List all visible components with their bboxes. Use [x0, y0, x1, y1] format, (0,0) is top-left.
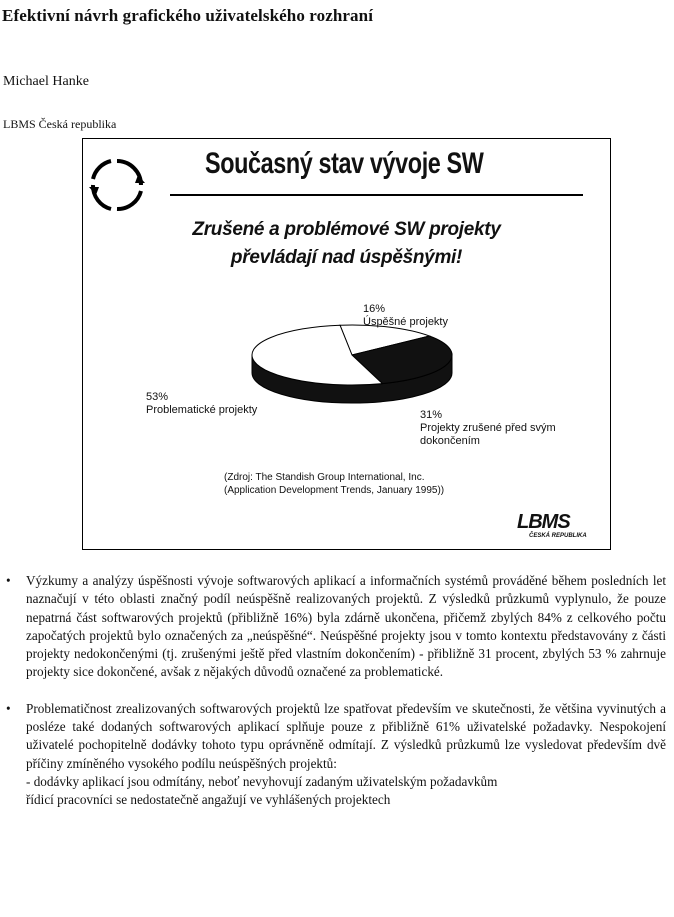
affiliation: LBMS Česká republika — [3, 117, 117, 131]
pie-value-label-success: 16% — [363, 303, 386, 315]
bullet-marker: • — [6, 700, 11, 716]
author-name: Michael Hanke — [3, 74, 89, 89]
lbms-logo-subtext: ČESKÁ REPUBLIKA — [529, 533, 587, 539]
bullet-marker: • — [6, 573, 11, 588]
pie-category-label-success: Úspěšné projekty — [363, 316, 448, 328]
bullet-text-2: Problematičnost zrealizovaných softwarových projektů lze spatřovat především ve skutečnosti, že většina vyvinutých a posléze také dodaných softwarových aplikací splňuje pouze z přibližně 61% uživatelské požadavky. Nespokojení uživatelé pochopitelně dodávky tohoto typu oprávněně odmítají. Z výsledků průzkumů lze vysledovat především dvě příčiny zmíněného vysokého podílu neúspěšných projektů: — [26, 700, 666, 771]
lbms-logo-text: LBMS — [517, 511, 570, 533]
bullet-paragraph-2 — [0, 700, 674, 810]
dash-item-1: - dodávky aplikací jsou odmítány, neboť nevyhovují zadaným uživatelským požadavkům — [26, 773, 498, 789]
pie-label-problematic — [146, 391, 257, 417]
document-title: Efektivní návrh grafického uživatelského rozhraní — [2, 6, 374, 25]
dash-item-2: řídicí pracovníci se nedostatečně angažují ve vyhlášených projektech — [26, 792, 391, 808]
pie-category-label-cancelled: Projekty zrušené před svým dokončením — [420, 422, 556, 447]
slide-subtitle-line1: Zrušené a problémové SW projekty — [192, 219, 501, 240]
chart-source-line1: (Zdroj: The Standish Group International, Inc. — [224, 472, 425, 483]
slide-subtitle-line2: převládají nad úspěšnými! — [230, 247, 463, 268]
pie-value-label-problematic: 53% — [146, 391, 169, 403]
slide-title: Současný stav vývoje SW — [205, 147, 484, 180]
pie-category-label-problematic: Problematické projekty — [146, 404, 258, 416]
bullet-text-1: Výzkumy a analýzy úspěšnosti vývoje softwarových aplikací a informačních systémů prováděné během posledních let naznačují v této oblasti značný podíl neúspěšně realizovaných projektů. Z výsledků průzkumů vyplynulo, že pouze nepatrná část softwarových projektů (přibližně 16%) byla zdárně ukončena, přičemž zbylých 84% z celkového počtu započatých projektů bylo označených za „neúspěšné“. Neúspěšné projekty jsou v tomto kontextu představovány z části projekty nedokončenými (tj. zrušenými ještě před vlastním dokončením) - přibližně 31 procent, zbylých 53 % zahrnuje projekty sice dokončené, avšak z nějakých důvodů označené za problematické. — [26, 573, 666, 680]
presentation-slide — [82, 138, 611, 550]
pie-value-label-cancelled: 31% — [420, 409, 443, 421]
body-text — [0, 572, 674, 828]
pie-chart — [247, 317, 457, 407]
circular-arrows-logo-icon — [89, 157, 145, 213]
pie-label-cancelled — [420, 409, 585, 448]
chart-source — [224, 471, 444, 497]
chart-source-line2: (Application Development Trends, January 1995)) — [224, 485, 445, 496]
pie-label-success — [363, 303, 448, 329]
slide-title-rule — [170, 194, 583, 196]
bullet-paragraph-1 — [0, 572, 674, 682]
